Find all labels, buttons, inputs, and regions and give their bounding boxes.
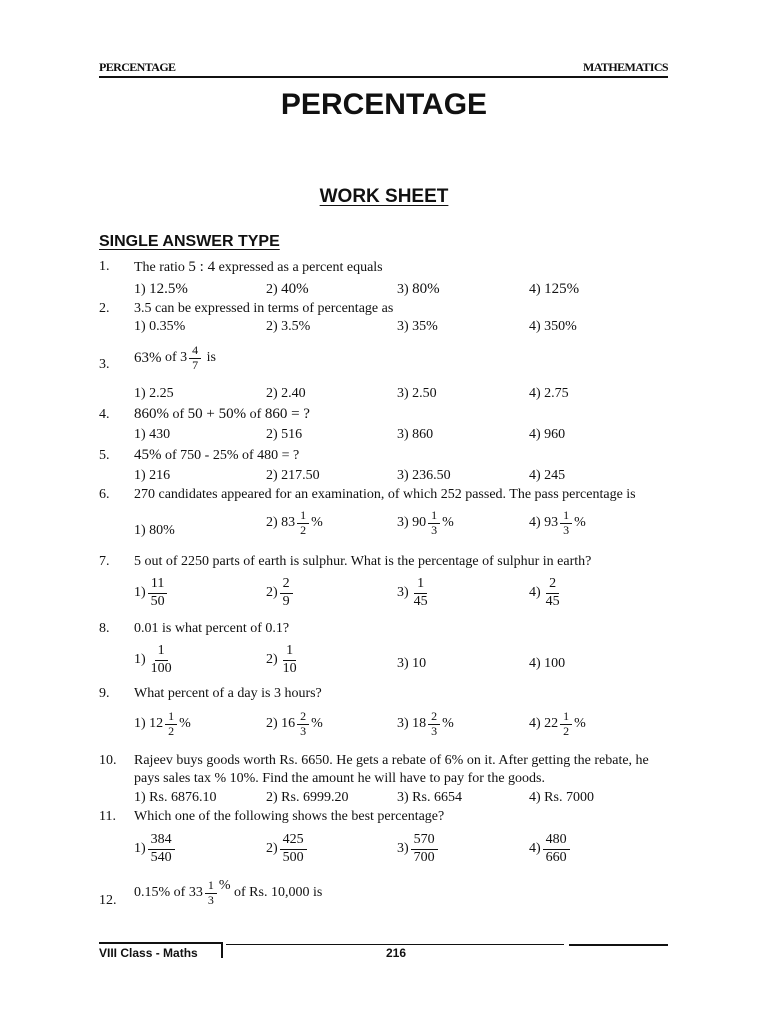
option: 3) 80% xyxy=(397,281,440,297)
footer-rule xyxy=(569,944,668,946)
option: 4) 93 $\frac{1}{3}$ % xyxy=(529,508,586,537)
option: 4) 960 xyxy=(529,427,566,442)
option: 4) $\frac{480}{660}$ xyxy=(529,832,572,867)
question-text: Rajeev buys goods worth Rs. 6650. He gets a rebate of 6% on it. After getting the rebate, he xyxy=(134,753,649,768)
option: 4) $\frac{2}{45}$ xyxy=(529,576,560,609)
option: 2) 3.5% xyxy=(266,319,311,334)
question-number: 4. xyxy=(99,407,110,422)
option: 3) Rs. 6654 xyxy=(397,790,462,805)
question-text: 0.15% of 33 $\frac{1}{3}$ % of Rs. 10,000 is xyxy=(134,878,323,907)
question-text: 45% of 750 - 25% of 480 = ? xyxy=(134,447,300,463)
option: 1) $\frac{1}{100}$ xyxy=(134,643,172,676)
option: 3) 18 $\frac{2}{3}$ % xyxy=(397,709,454,738)
question-number: 2. xyxy=(99,301,110,316)
option: 1) 80% xyxy=(134,523,175,538)
option: 2) $\frac{1}{10}$ xyxy=(266,643,297,676)
running-header-left: PERCENTAGE xyxy=(99,60,176,74)
option: 3) 2.50 xyxy=(397,386,437,401)
question-number: 6. xyxy=(99,487,110,502)
section-heading: SINGLE ANSWER TYPE xyxy=(99,233,280,250)
running-header-right: MATHEMATICS xyxy=(583,60,668,74)
question-number: 5. xyxy=(99,448,110,463)
question-text: 3.5 can be expressed in terms of percentage as xyxy=(134,301,394,316)
option: 4) 350% xyxy=(529,319,577,334)
question-number: 9. xyxy=(99,686,110,701)
option: 4) 2.75 xyxy=(529,386,569,401)
footer-rule xyxy=(99,942,223,944)
option: 3) $\frac{1}{45}$ xyxy=(397,576,428,609)
option: 2) $\frac{2}{9}$ xyxy=(266,576,295,611)
option: 4) 125% xyxy=(529,281,580,297)
question-number: 3. xyxy=(99,357,110,372)
footer-divider xyxy=(221,942,223,958)
question-number: 1. xyxy=(99,259,110,274)
option: 2) 217.50 xyxy=(266,468,320,483)
option: 3) 860 xyxy=(397,427,434,442)
question-number: 7. xyxy=(99,554,110,569)
worksheet-heading: WORK SHEET xyxy=(319,186,449,207)
question-text: Which one of the following shows the best percentage? xyxy=(134,809,445,824)
option: 4) 22 $\frac{1}{2}$ % xyxy=(529,709,586,738)
option: 3) 90 $\frac{1}{3}$ % xyxy=(397,508,454,537)
option: 1) 430 xyxy=(134,427,171,442)
question-text: What percent of a day is 3 hours? xyxy=(134,686,322,701)
footer-rule xyxy=(226,944,564,945)
option: 1) Rs. 6876.10 xyxy=(134,790,217,805)
option: 2) 2.40 xyxy=(266,386,306,401)
question-number: 11. xyxy=(99,809,116,824)
option: 1) 12.5% xyxy=(134,281,188,297)
page-number: 216 xyxy=(386,946,407,960)
option: 2) $\frac{425}{500}$ xyxy=(266,832,309,867)
option: 2) 516 xyxy=(266,427,303,442)
question-text: 860% of 50 + 50% of 860 = ? xyxy=(134,406,310,422)
option: 4) 245 xyxy=(529,468,566,483)
option: 2) 16 $\frac{2}{3}$ % xyxy=(266,709,323,738)
option: 3) $\frac{570}{700}$ xyxy=(397,832,440,867)
option: 4) 100 xyxy=(529,656,566,671)
question-text: 5 out of 2250 parts of earth is sulphur. What is the percentage of sulphur in earth? xyxy=(134,554,592,569)
option: 1) $\frac{11}{50}$ xyxy=(134,576,170,611)
question-text: 0.01 is what percent of 0.1? xyxy=(134,621,290,636)
question-text: 270 candidates appeared for an examination, of which 252 passed. The pass percentage is xyxy=(134,487,636,502)
question-text: pays sales tax % 10%. Find the amount he will have to pay for the goods. xyxy=(134,771,545,786)
header-rule xyxy=(99,76,668,78)
question-text: 63% of 3 $\frac{4}{7}$ is xyxy=(134,343,217,372)
option: 2) Rs. 6999.20 xyxy=(266,790,349,805)
option: 4) Rs. 7000 xyxy=(529,790,594,805)
option: 1) $\frac{384}{540}$ xyxy=(134,832,177,867)
option: 1) 2.25 xyxy=(134,386,174,401)
option: 2) 40% xyxy=(266,281,309,297)
option: 2) 83 $\frac{1}{2}$ % xyxy=(266,508,323,537)
option: 3) 10 xyxy=(397,656,427,671)
option: 3) 236.50 xyxy=(397,468,451,483)
option: 1) 12 $\frac{1}{2}$ % xyxy=(134,709,191,738)
question-number: 10. xyxy=(99,753,117,768)
option: 1) 0.35% xyxy=(134,319,186,334)
question-text: The ratio 5 : 4 expressed as a percent equals xyxy=(134,259,383,275)
option: 1) 216 xyxy=(134,468,171,483)
question-number: 8. xyxy=(99,621,110,636)
footer-class-label: VIII Class - Maths xyxy=(99,946,198,960)
question-number: 12. xyxy=(99,893,117,908)
option: 3) 35% xyxy=(397,319,438,334)
page-title: PERCENTAGE xyxy=(280,88,488,121)
